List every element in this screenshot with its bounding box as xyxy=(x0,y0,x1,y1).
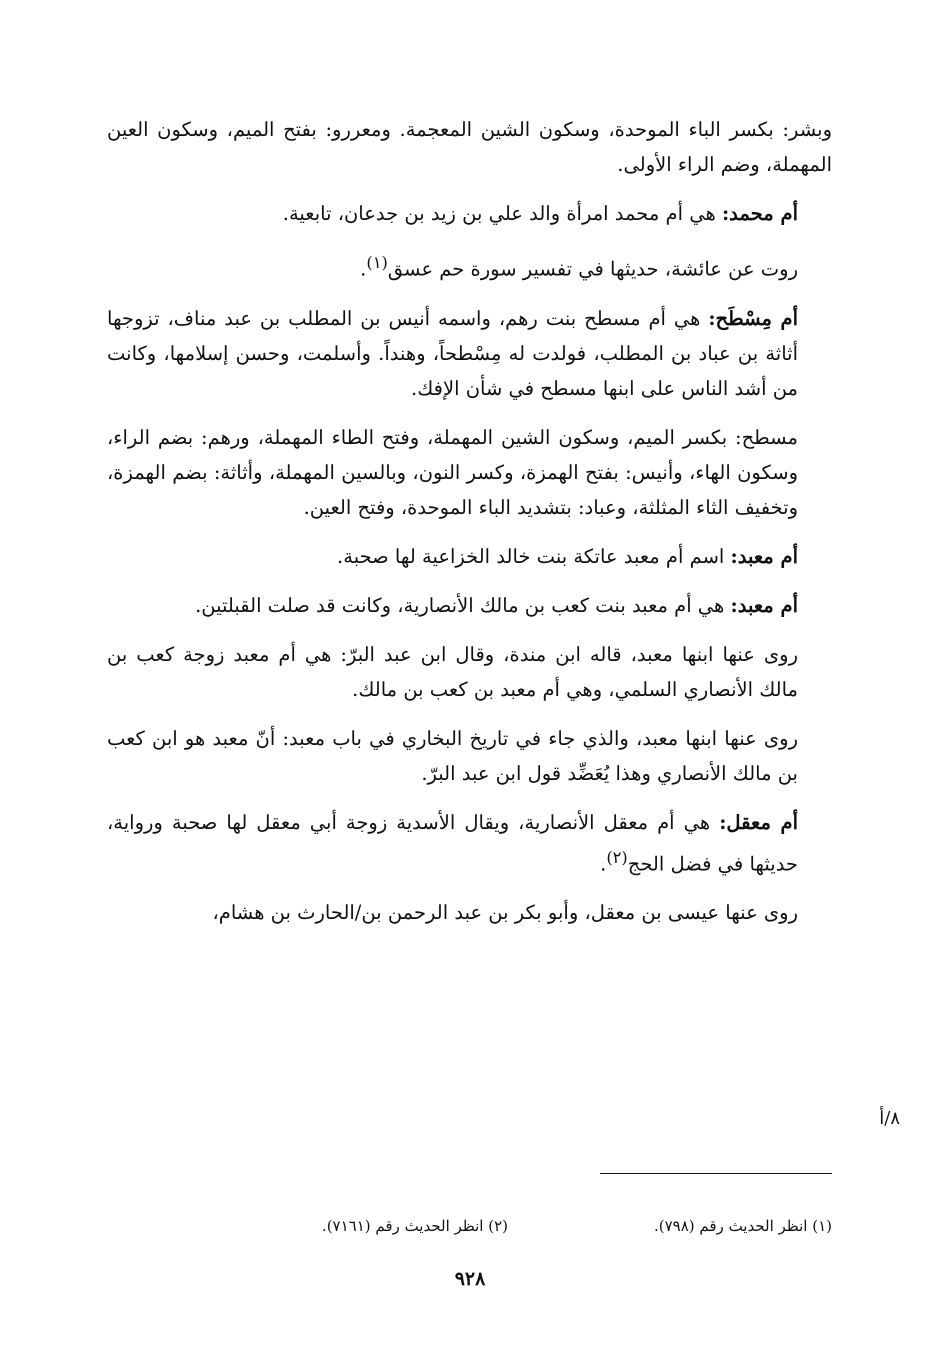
main-text xyxy=(107,112,832,944)
paragraph-umm-mabad-1: أم معبد: اسم أم معبد عاتكة بنت خالد الخزاعية لها صحبة. xyxy=(337,544,798,568)
entry-heading: أم معبد: xyxy=(730,544,798,568)
paragraph-umm-mabad-narration-1: روى عنها ابنها معبد، قاله ابن مندة، وقال ابن عبد البرّ: هي أم معبد زوجة كعب بن مالك الأنصاري السلمي، وهي أم معبد بن كعب بن مالك. xyxy=(107,642,798,701)
page-number: ٩٢٨ xyxy=(454,1268,486,1290)
paragraph-umm-mabad-2: أم معبد: هي أم معبد بنت كعب بن مالك الأنصارية، وكانت قد صلت القبلتين. xyxy=(195,593,798,617)
footnote-marker-2: (٢) xyxy=(606,847,628,867)
entry-heading: أم محمد: xyxy=(721,202,798,225)
paragraph-mistah-note: مسطح: بكسر الميم، وسكون الشين المهملة، وفتح الطاء المهملة، ورهم: بضم الراء، وسكون الهاء، وأنيس: بفتح الهمزة، وكسر النون، وبالسين المهملة، وأثاثة: بضم الهمزة، وتخفيف الثاء المثلثة، وعباد: بتشديد الباء الموحدة، وفتح العين. xyxy=(107,425,798,519)
paragraph-umm-maqil-narration: روى عنها عيسى بن معقل، وأبو بكر بن عبد الرحمن بن/الحارث بن هشام، xyxy=(212,901,798,924)
entry-heading: أم مِسْطَح: xyxy=(708,306,798,330)
paragraph-umm-mabad-narration-2: روى عنها ابنها معبد، والذي جاء في تاريخ البخاري في باب معبد: أنّ معبد هو ابن كعب بن مالك الأنصاري وهذا يُعَضِّد قول ابن عبد البرّ. xyxy=(107,726,798,785)
footnote-marker-1: (١) xyxy=(366,253,388,272)
paragraph-umm-muhammad: أم محمد: هي أم محمد امرأة والد علي بن زيد بن جدعان، تابعية. xyxy=(282,202,798,225)
entry-heading: أم معقل: xyxy=(719,810,798,834)
entry-heading: أم معبد: xyxy=(730,593,798,617)
paragraph-umm-muhammad-narration: روت عن عائشة، حديثها في تفسير سورة حم عسق$^{(١)}$. xyxy=(360,253,798,281)
footnote-1: (١) انظر الحديث رقم (٧٩٨). xyxy=(653,1217,832,1235)
footnote-divider xyxy=(600,1173,832,1174)
paragraph-umm-maqil: أم معقل: هي أم معقل الأنصارية، ويقال الأسدية زوجة أبي معقل لها صحبة ورواية، حديثها في فضل الحج$^{(٢)}$. xyxy=(107,810,798,875)
paragraph-umm-mistah: أم مِسْطَح: هي أم مسطح بنت رهم، واسمه أنيس بن المطلب بن عبد مناف، تزوجها أثاثة بن عباد بن المطلب، فولدت له مِسْطحاً، وهنداً. وأسلمت، وحسن إسلامها، وكانت من أشد الناس على ابنها مسطح في شأن الإفك. xyxy=(107,306,798,400)
manuscript-folio-marker: ٨/أ xyxy=(879,1108,900,1129)
paragraph-bishr-note: وبشر: بكسر الباء الموحدة، وسكون الشين المعجمة. ومعررو: بفتح الميم، وسكون العين المهملة، وضم الراء الأولى. xyxy=(107,118,832,176)
footnote-2: (٢) انظر الحديث رقم (٧١٦١). xyxy=(321,1217,508,1235)
